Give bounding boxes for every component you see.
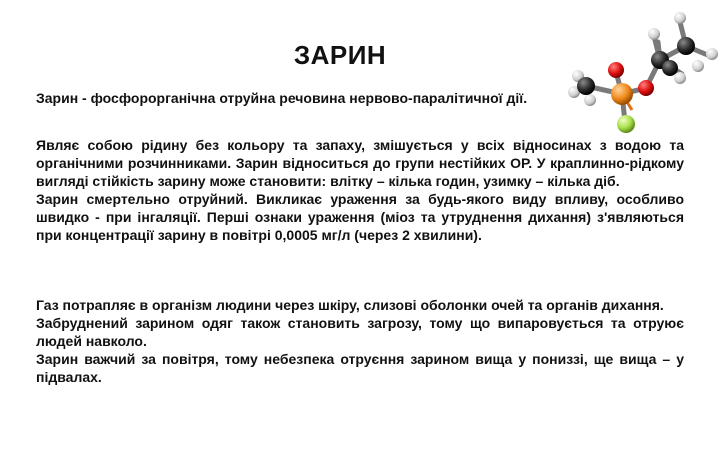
bonds [586,22,710,122]
hydrogen-atom [692,60,704,72]
paragraph: Забруднений зарином одяг також становить загрозу, тому що випаровується та отруює людей навколо. [36,315,684,349]
intro-text: Зарин - фосфорорганічна отруйна речовина нервово-паралітичної дії. [36,90,528,106]
sarin-molecule-illustration [560,0,720,140]
slide-title: ЗАРИН [293,40,387,70]
text-block-exposure [36,296,684,386]
hydrogen-atom [648,28,660,40]
carbon-atom [662,60,678,76]
hydrogen-atom [584,94,596,106]
paragraph: Зарин важчий за повітря, тому небезпека отруєння зарином вища у пониззі, ще вища – у підвалах. [36,351,684,385]
carbon-atom [677,37,695,55]
hydrogen-atom [674,72,686,84]
paragraph: Являє собою рідину без кольору та запаху, змішується у всіх відносинах з водою та органічними розчинниками. Зарин відноситься до групи нестійких ОР. У краплинно-рідкому вигляді стійкість зарину може становити: влітку – кілька годин, узимку – кілька діб. [36,137,684,189]
oxygen-atom [608,62,624,78]
hydrogen-atom [674,12,686,24]
oxygen-atom [638,80,654,96]
text-block-properties [36,136,684,244]
paragraph: Газ потрапляє в організм людини через шкіру, слизові оболонки очей та органів дихання. [36,297,664,313]
fluorine-atom [617,115,635,133]
phosphorus-atom [611,83,633,105]
paragraph: Зарин смертельно отруйний. Викликає ураження за будь-якого виду впливу, особливо швидко - при інгаляції. Перші ознаки ураження (міоз та утруднення дихання) з'являються при концентрації зарину в повітрі 0,0005 мг/л (через 2 хвилини). [36,191,684,243]
hydrogen-atom [706,48,718,60]
carbon-atom [577,77,595,95]
